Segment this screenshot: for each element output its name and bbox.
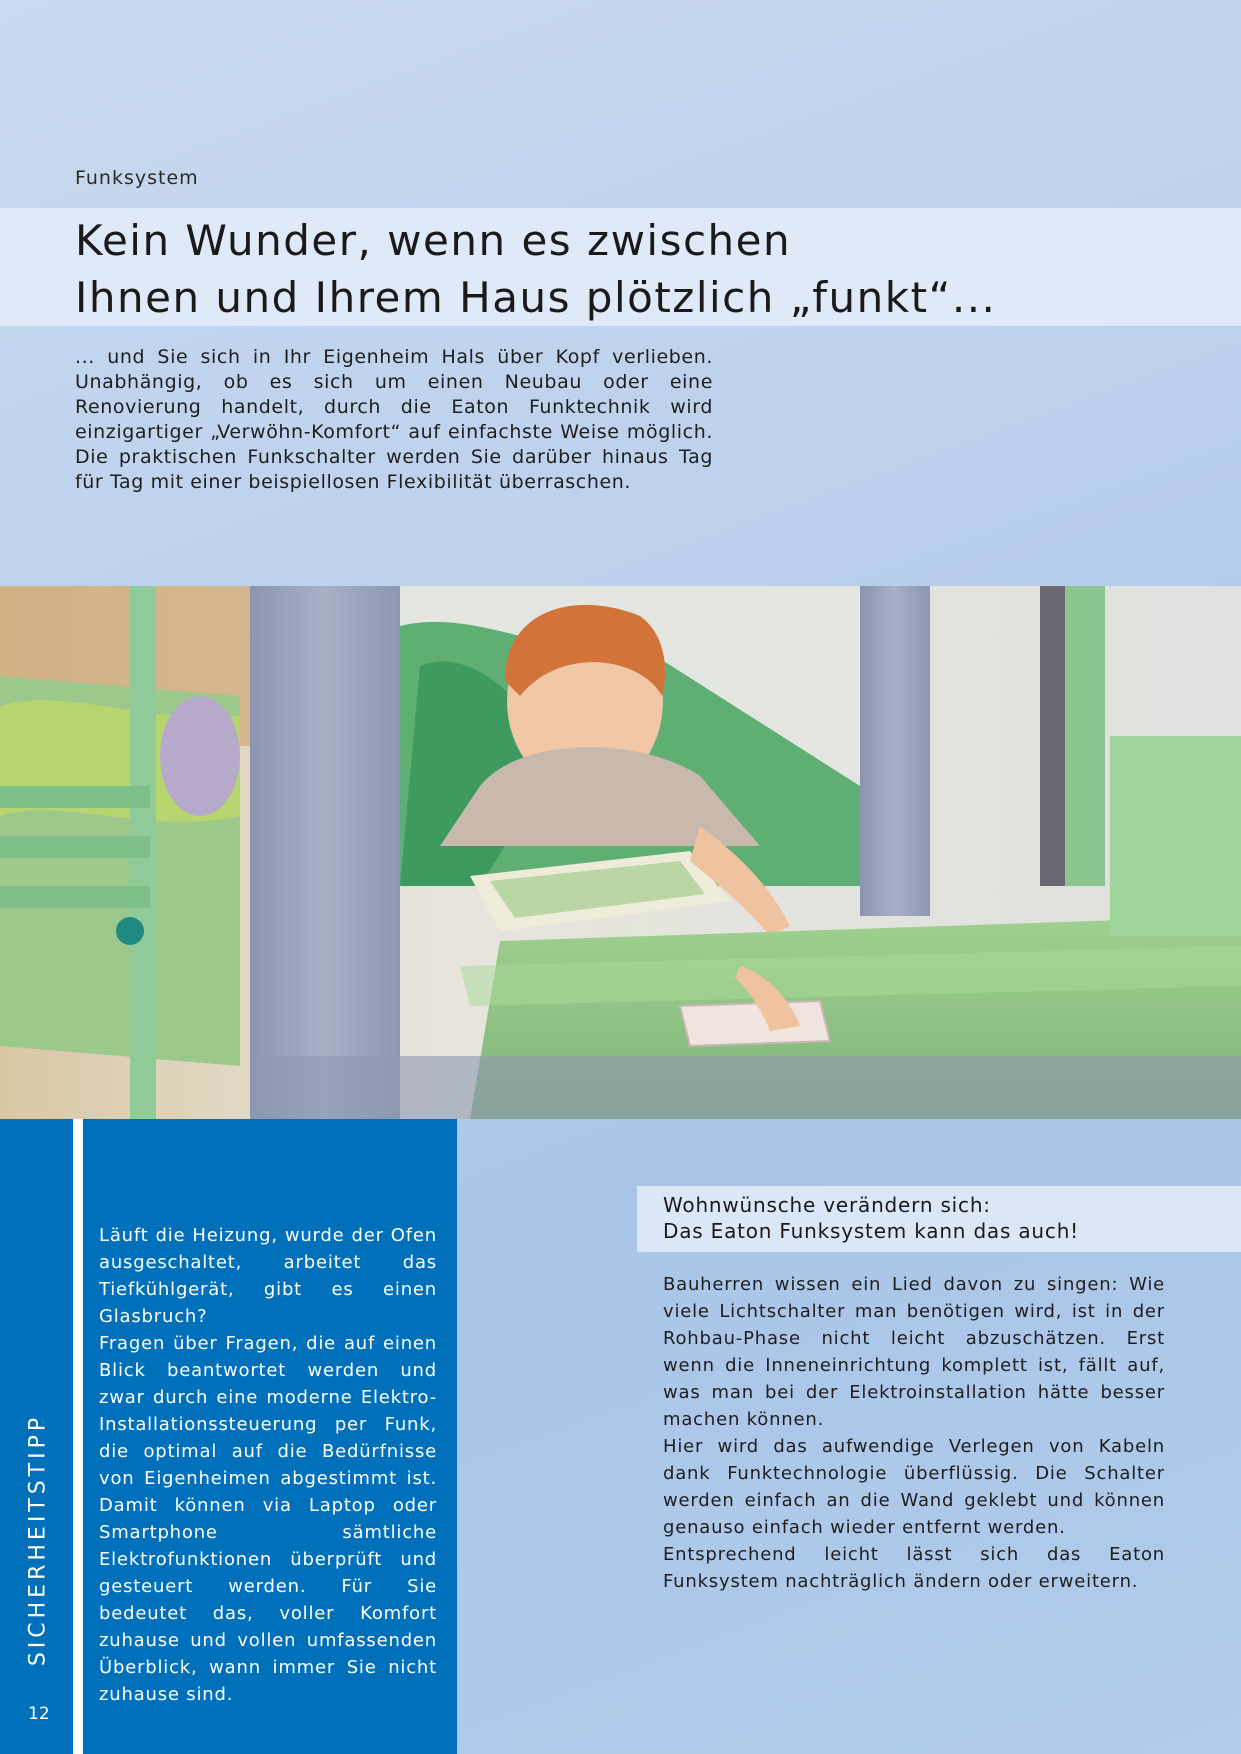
page-number: 12 — [28, 1704, 50, 1724]
tip-paragraph-1: Läuft die Heizung, wurde der Ofen ausgeschaltet, arbeitet das Tiefkühlgerät, gibt es einen Glasbruch? — [99, 1225, 437, 1327]
photo-illustration — [0, 586, 1241, 1119]
sidebar-heading — [663, 1192, 1079, 1244]
title-line-1: Kein Wunder, wenn es zwischen — [75, 216, 792, 265]
child-bed-switch-photo — [0, 586, 1241, 1119]
section-label: Funksystem — [75, 167, 199, 189]
tip-text — [99, 1222, 437, 1708]
sidebar-heading-band — [637, 1186, 1241, 1252]
title-line-2: Ihnen und Ihrem Haus plötzlich „funkt“... — [75, 273, 997, 322]
tip-vertical-label: SICHERHEITSTIPP — [25, 1413, 51, 1667]
sidebar-text — [663, 1271, 1165, 1595]
tip-paragraph-2: Fragen über Fragen, die auf einen Blick beantwortet werden und zwar durch eine moderne Elektro-Installationssteuerung per Funk, die optimal auf die Bedürfnisse von Eigenheimen abgestimmt ist. Damit können via Laptop oder Smartphone sämtliche Elektrofunktionen überprüft und gesteuert werden. Für Sie bedeutet das, voller Komfort zuhause und vollen umfassenden Überblick, wann immer Sie nicht zuhause sind. — [99, 1333, 437, 1705]
sidebar-heading-line-2: Das Eaton Funksystem kann das auch! — [663, 1219, 1079, 1243]
sidebar-paragraph-3: Entsprechend leicht lässt sich das Eaton Funksystem nachträglich ändern oder erweitern. — [663, 1544, 1165, 1592]
sidebar-heading-line-1: Wohnwünsche verändern sich: — [663, 1193, 991, 1217]
sidebar-paragraph-1: Bauherren wissen ein Lied davon zu singen: Wie viele Lichtschalter man benötigen wird, ist in der Rohbau-Phase nicht leicht abzuschätzen. Erst wenn die Inneneinrichtung komplett ist, fällt auf, was man bei der Elektroinstallation hätte besser machen können. — [663, 1274, 1165, 1430]
sidebar-paragraph-2: Hier wird das aufwendige Verlegen von Kabeln dank Funktechnologie überflüssig. Die Schalter werden einfach an die Wand geklebt und können genauso einfach wieder entfernt werden. — [663, 1436, 1165, 1538]
title-band — [0, 208, 1241, 326]
tip-divider — [73, 1119, 83, 1754]
intro-paragraph: ... und Sie sich in Ihr Eigenheim Hals über Kopf verlieben. Unabhängig, ob es sich um einen Neubau oder eine Renovierung handelt, durch die Eaton Funktechnik wird einzigartiger „Verwöhn-Komfort“ auf einfachste Weise möglich. Die praktischen Funkschalter werden Sie darüber hinaus Tag für Tag mit einer beispiellosen Flexibilität überraschen. — [75, 346, 713, 493]
page-title — [75, 212, 996, 326]
